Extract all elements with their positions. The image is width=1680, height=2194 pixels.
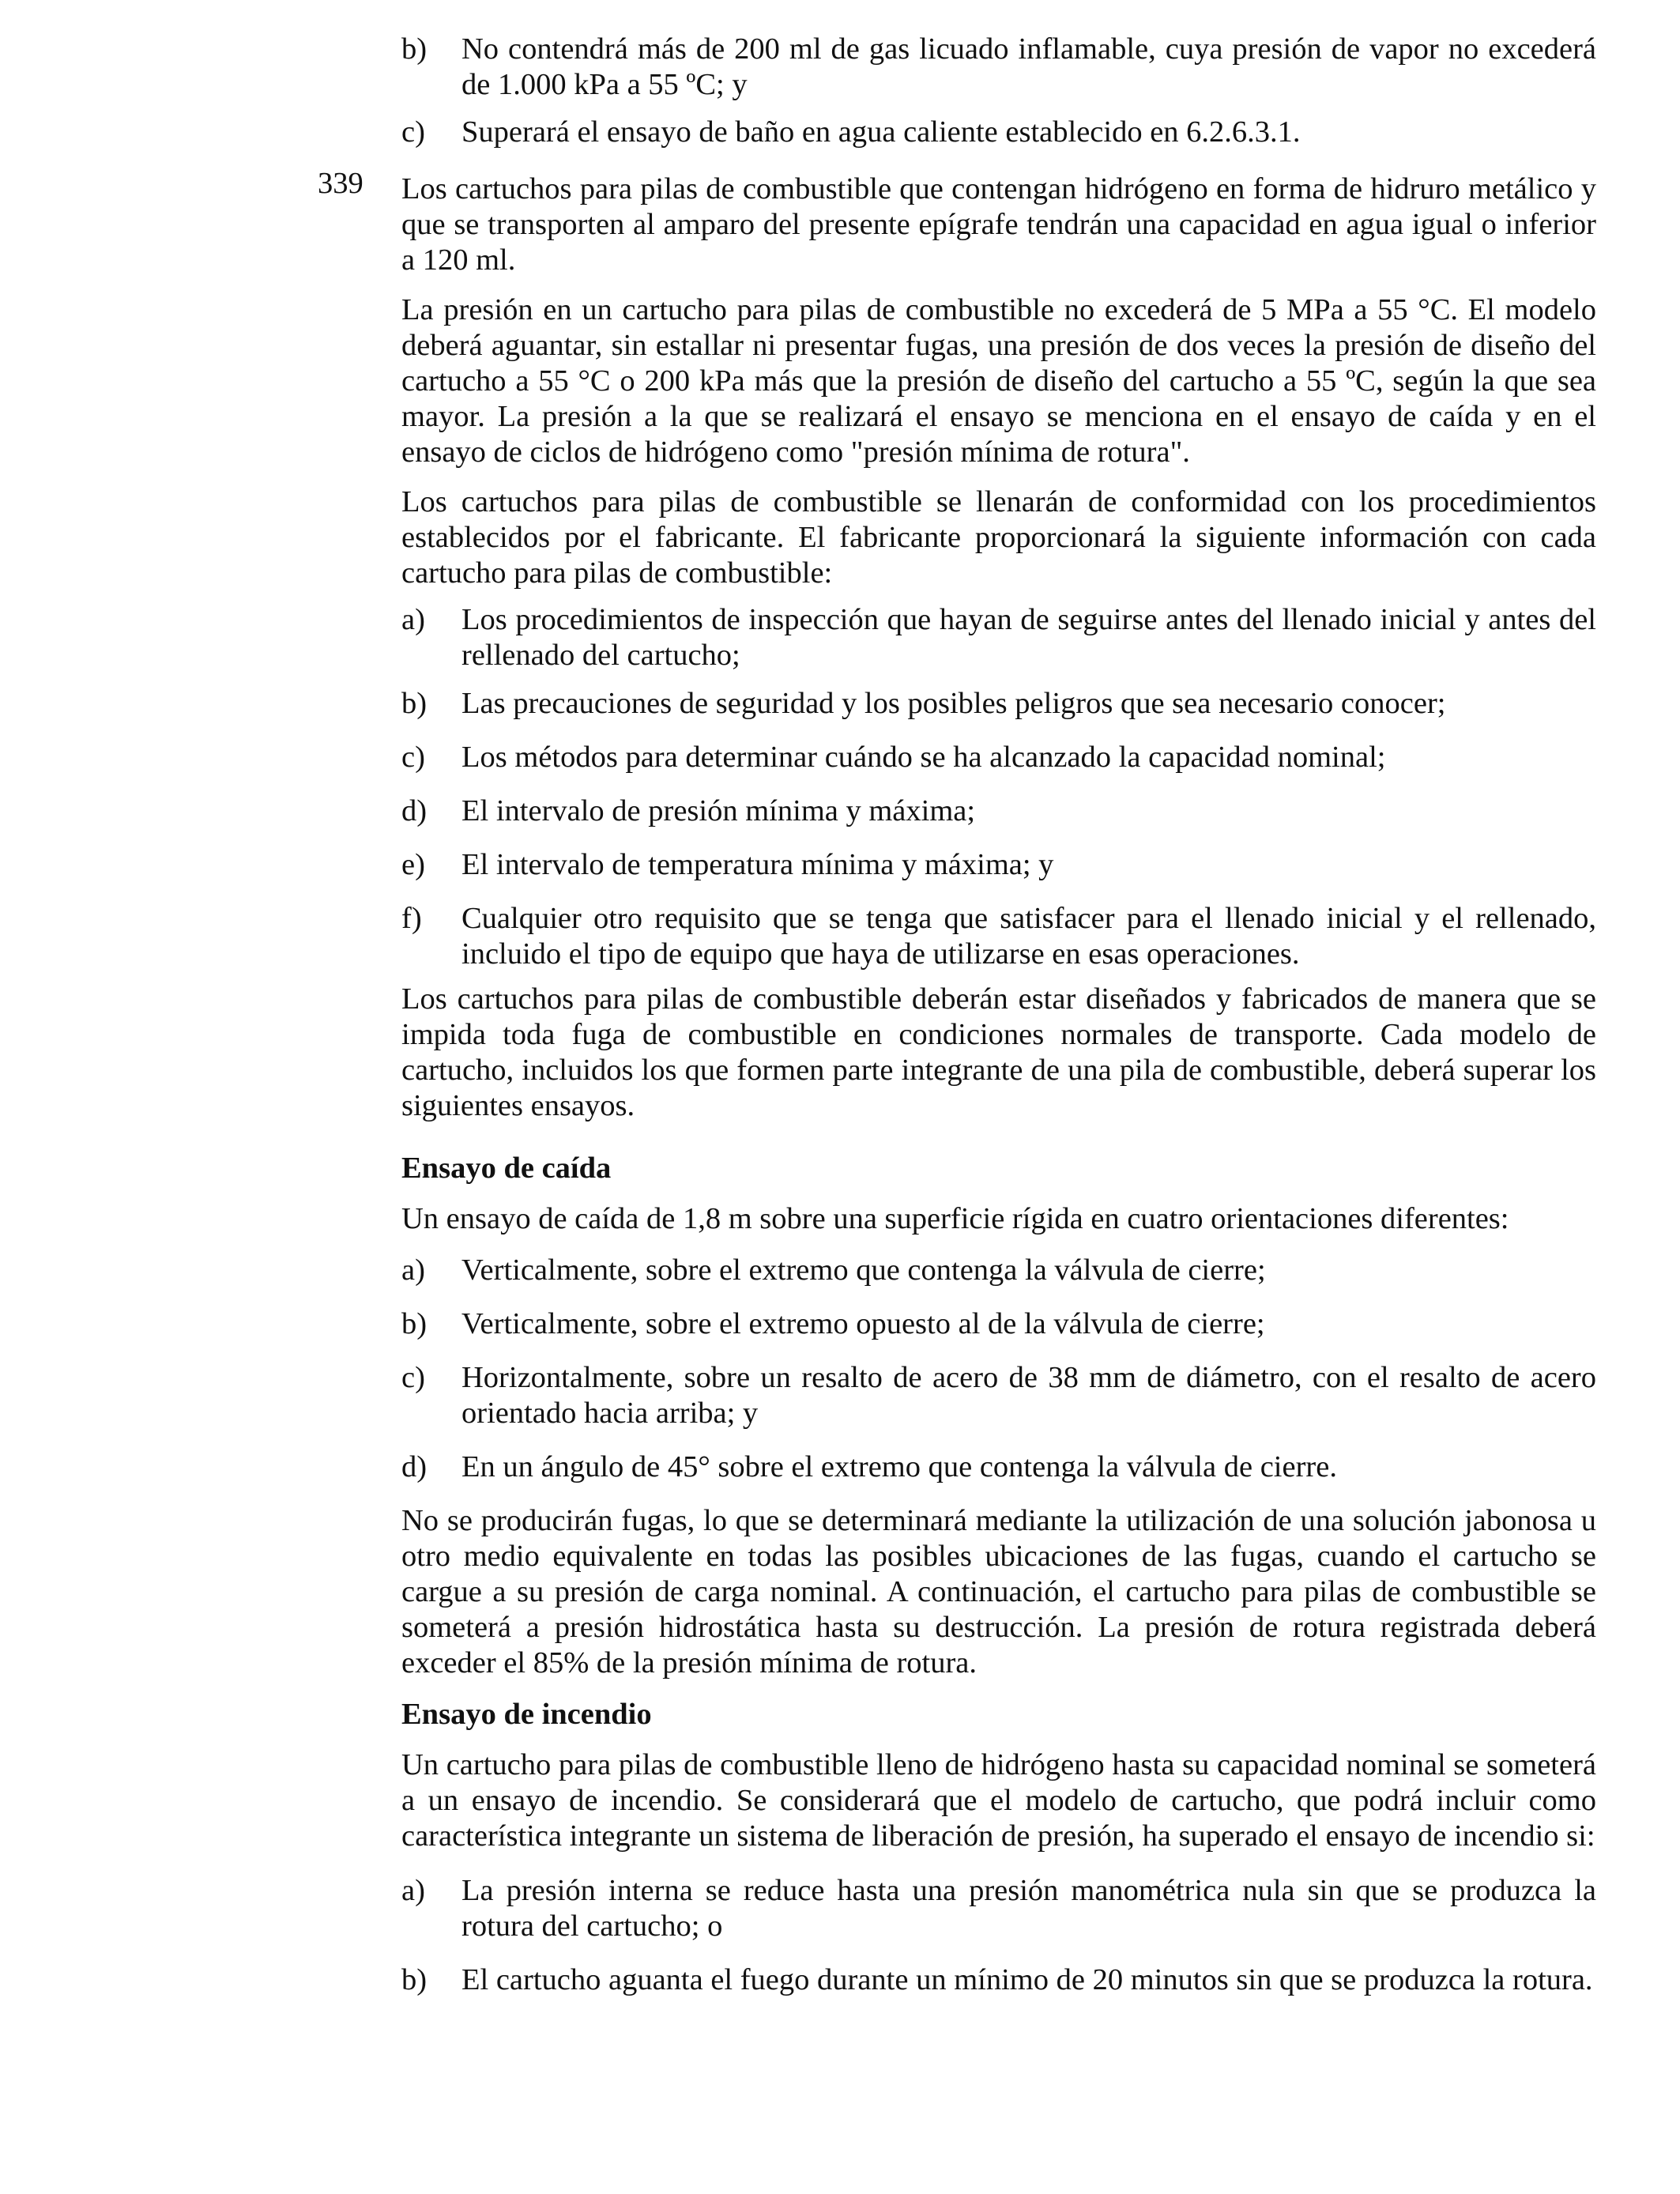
document-body xyxy=(401,32,1596,1998)
list-item xyxy=(401,1873,1596,1944)
list-item xyxy=(401,1360,1596,1431)
list-item-label: b) xyxy=(401,1963,428,1996)
list-item-label: a) xyxy=(401,1874,425,1907)
list-item-text: Verticalmente, sobre el extremo opuesto al de la válvula de cierre; xyxy=(461,1307,1265,1340)
paragraph: Los cartuchos para pilas de combustible se llenarán de conformidad con los procedimientos establecidos por el fabricante. El fabricante proporcionará la siguiente información con cada cartucho para pilas de combustible: xyxy=(401,485,1596,590)
list-item xyxy=(401,847,1596,883)
paragraph: Los cartuchos para pilas de combustible deberán estar diseñados y fabricados de manera que se impida toda fuga de combustible en condiciones normales de transporte. Cada modelo de cartucho, incluidos los que formen parte integrante de una pila de combustible, deberá superar los siguientes ensayos. xyxy=(401,982,1596,1122)
list-item-label: b) xyxy=(401,32,428,66)
list-item-label: c) xyxy=(401,741,425,774)
paragraph: Un cartucho para pilas de combustible lleno de hidrógeno hasta su capacidad nominal se someterá a un ensayo de incendio. Se considerará que el modelo de cartucho, que podrá incluir como característica integrante un sistema de liberación de presión, ha superado el ensayo de incendio si: xyxy=(401,1748,1596,1853)
provision-number: 339 xyxy=(318,167,363,200)
list-item-label: d) xyxy=(401,794,428,827)
section-heading: Ensayo de incendio xyxy=(401,1698,652,1731)
list-item xyxy=(401,1962,1596,1998)
list-item-text: Cualquier otro requisito que se tenga que satisfacer para el llenado inicial y el rellenado, incluido el tipo de equipo que haya de utilizarse en esas operaciones. xyxy=(461,902,1596,971)
list-item-text: El intervalo de temperatura mínima y máxima; y xyxy=(461,848,1054,881)
list-item-text: En un ángulo de 45° sobre el extremo que contenga la válvula de cierre. xyxy=(461,1450,1337,1483)
list-item xyxy=(401,1449,1596,1485)
list-item-label: c) xyxy=(401,115,425,149)
list-item-text: Horizontalmente, sobre un resalto de acero de 38 mm de diámetro, con el resalto de acero orientado hacia arriba; y xyxy=(461,1361,1596,1430)
list-item-text: El cartucho aguanta el fuego durante un mínimo de 20 minutos sin que se produzca la rotura. xyxy=(461,1963,1593,1996)
list-item-label: c) xyxy=(401,1361,425,1394)
list-item-label: d) xyxy=(401,1450,428,1483)
list-item xyxy=(401,1253,1596,1288)
list-item-text: Superará el ensayo de baño en agua caliente establecido en 6.2.6.3.1. xyxy=(461,115,1301,149)
list-item xyxy=(401,602,1596,673)
list-item xyxy=(401,686,1596,722)
list-item-label: b) xyxy=(401,1307,428,1340)
list-item xyxy=(401,32,1596,103)
paragraph: No se producirán fugas, lo que se determinará mediante la utilización de una solución jabonosa u otro medio equivalente en todas las posibles ubicaciones de las fugas, cuando el cartucho se cargue a su presión de carga nominal. A continuación, el cartucho para pilas de combustible se someterá a presión hidrostática hasta su destrucción. La presión de rotura registrada deberá exceder el 85% de la presión mínima de rotura. xyxy=(401,1504,1596,1679)
list-item-label: a) xyxy=(401,1253,425,1287)
paragraph: Un ensayo de caída de 1,8 m sobre una superficie rígida en cuatro orientaciones diferentes: xyxy=(401,1202,1509,1235)
list-item-text: El intervalo de presión mínima y máxima; xyxy=(461,794,976,827)
list-item xyxy=(401,1306,1596,1342)
list-item-text: Las precauciones de seguridad y los posibles peligros que sea necesario conocer; xyxy=(461,687,1446,720)
list-item-label: b) xyxy=(401,687,428,720)
list-item-text: Los métodos para determinar cuándo se ha alcanzado la capacidad nominal; xyxy=(461,741,1386,774)
list-item-text: Verticalmente, sobre el extremo que contenga la válvula de cierre; xyxy=(461,1253,1266,1287)
list-item-text: No contendrá más de 200 ml de gas licuado inflamable, cuya presión de vapor no excederá de 1.000 kPa a 55 ºC; y xyxy=(461,32,1596,101)
list-item xyxy=(401,794,1596,829)
list-item xyxy=(401,115,1596,150)
list-item-label: e) xyxy=(401,848,425,881)
paragraph: La presión en un cartucho para pilas de combustible no excederá de 5 MPa a 55 °C. El modelo deberá aguantar, sin estallar ni presentar fugas, una presión de dos veces la presión de diseño del cartucho a 55 °C o 200 kPa más que la presión de diseño del cartucho a 55 ºC, según la que sea mayor. La presión a la que se realizará el ensayo se menciona en el ensayo de caída y en el ensayo de ciclos de hidrógeno como "presión mínima de rotura". xyxy=(401,293,1596,469)
list-item xyxy=(401,740,1596,775)
section-heading: Ensayo de caída xyxy=(401,1152,612,1185)
list-item-text: La presión interna se reduce hasta una presión manométrica nula sin que se produzca la rotura del cartucho; o xyxy=(461,1874,1596,1943)
list-item-text: Los procedimientos de inspección que hayan de seguirse antes del llenado inicial y antes del rellenado del cartucho; xyxy=(461,603,1596,672)
paragraph: Los cartuchos para pilas de combustible que contengan hidrógeno en forma de hidruro metálico y que se transporten al amparo del presente epígrafe tendrán una capacidad en agua igual o inferior a 120 ml. xyxy=(401,172,1596,277)
list-item-label: f) xyxy=(401,902,422,935)
list-item xyxy=(401,901,1596,972)
list-item-label: a) xyxy=(401,603,425,636)
